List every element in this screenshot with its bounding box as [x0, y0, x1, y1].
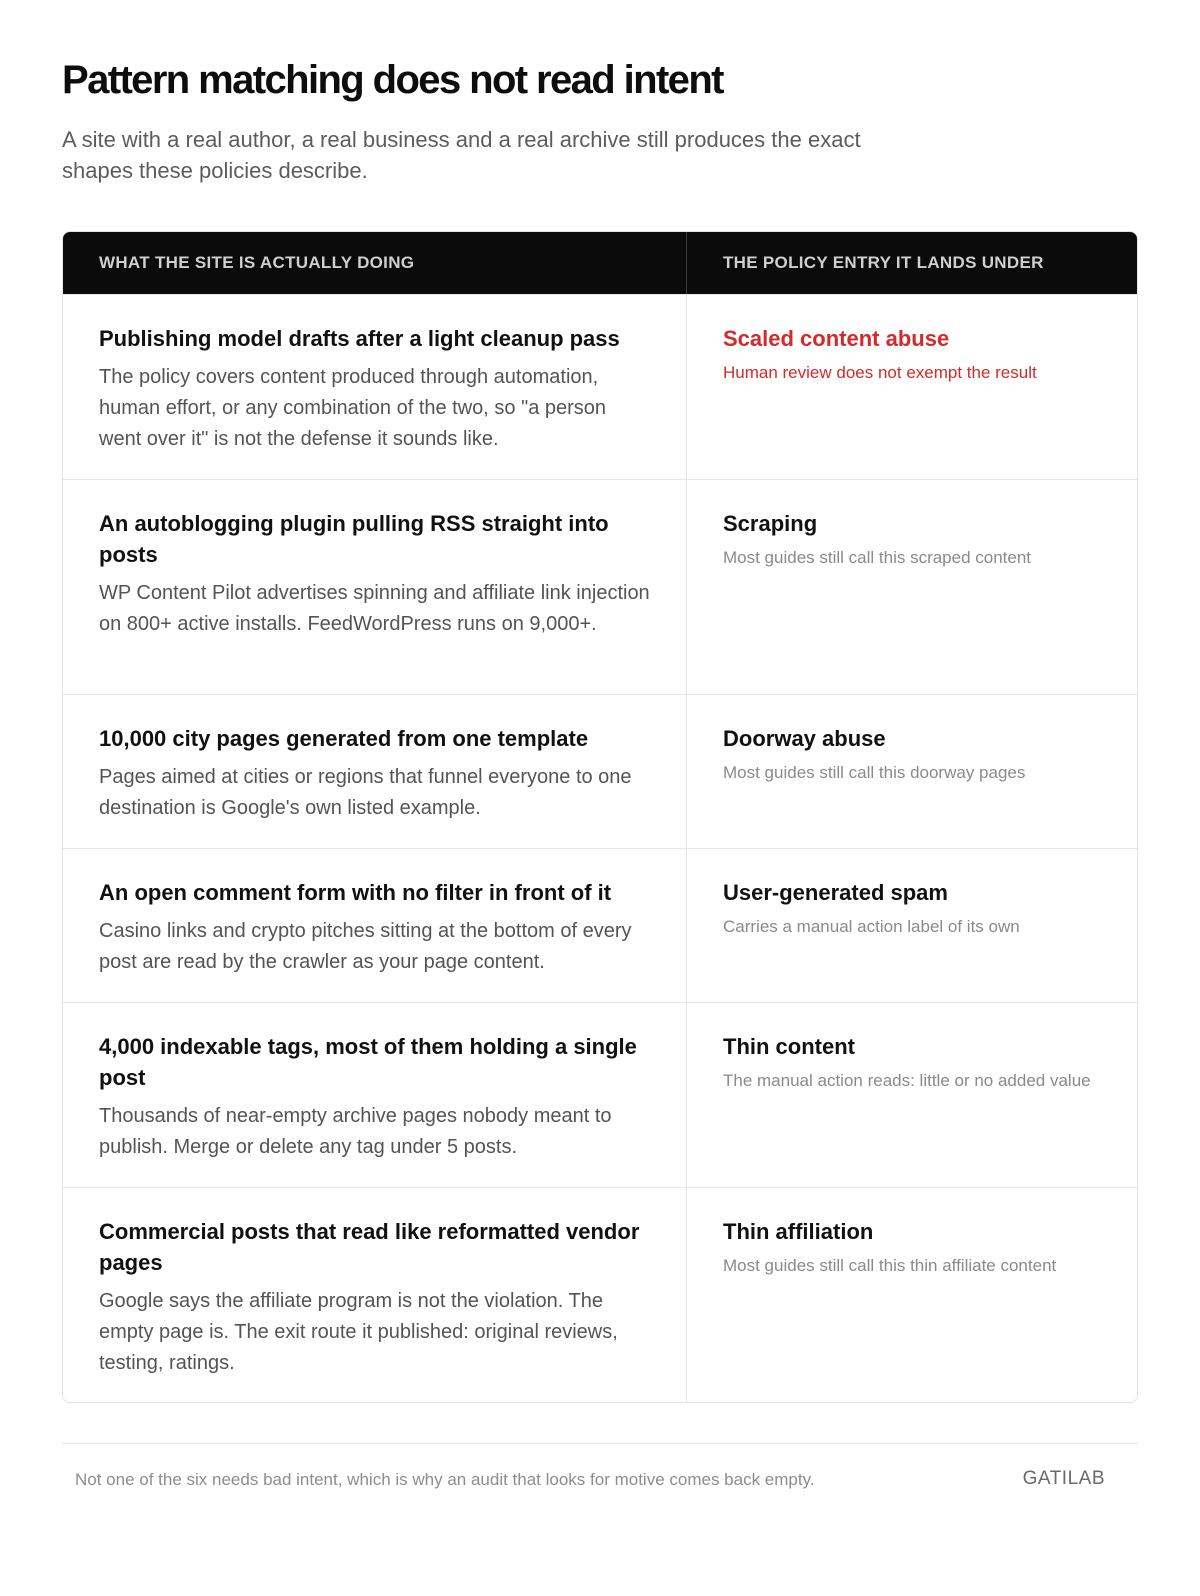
table-row [63, 694, 1137, 848]
page-subtitle: A site with a real author, a real business and a real archive still produces the exact shapes these policies describe. [62, 127, 861, 183]
activity-description: Pages aimed at cities or regions that funnel everyone to one destination is Google's own listed example. [99, 766, 632, 819]
activity-heading: 10,000 city pages generated from one template [99, 726, 589, 751]
activity-heading: 4,000 indexable tags, most of them holding a single post [99, 1034, 637, 1090]
policy-note: Most guides still call this doorway pages [723, 763, 1026, 782]
policy-name: User-generated spam [723, 880, 948, 905]
policy-note: The manual action reads: little or no added value [723, 1071, 1091, 1090]
activity-cell [63, 1188, 687, 1402]
policy-table [62, 231, 1138, 1403]
activity-description: WP Content Pilot advertises spinning and affiliate link injection on 800+ active installs. FeedWordPress runs on 9,000+. [99, 582, 650, 635]
activity-description: Google says the affiliate program is not the violation. The empty page is. The exit route it published: original reviews, testing, ratings. [99, 1290, 618, 1374]
footer-note: Not one of the six needs bad intent, which is why an audit that looks for motive comes back empty. [75, 1470, 815, 1489]
policy-cell [687, 695, 1137, 848]
activity-cell [63, 480, 687, 694]
table-row [63, 294, 1137, 479]
activity-description: Thousands of near-empty archive pages nobody meant to publish. Merge or delete any tag under 5 posts. [99, 1105, 612, 1158]
policy-name: Scraping [723, 511, 818, 536]
brand-wordmark: GATILAB [1022, 1468, 1105, 1489]
activity-description: Casino links and crypto pitches sitting at the bottom of every post are read by the crawler as your page content. [99, 920, 632, 973]
policy-name: Scaled content abuse [723, 326, 950, 351]
activity-cell [63, 1003, 687, 1187]
policy-note: Carries a manual action label of its own [723, 917, 1020, 936]
policy-name: Thin content [723, 1034, 855, 1059]
activity-cell [63, 695, 687, 848]
activity-cell [63, 295, 687, 479]
policy-cell [687, 480, 1137, 694]
column-header-policy-entry: THE POLICY ENTRY IT LANDS UNDER [723, 253, 1044, 272]
table-row [63, 1187, 1137, 1402]
activity-heading: An open comment form with no filter in front of it [99, 880, 612, 905]
table-row [63, 479, 1137, 694]
page-title: Pattern matching does not read intent [62, 58, 723, 102]
activity-heading: Commercial posts that read like reformatted vendor pages [99, 1219, 640, 1275]
activity-description: The policy covers content produced through automation, human effort, or any combination of the two, so "a person went over it" is not the defense it sounds like. [99, 366, 607, 450]
table-header [63, 232, 1137, 294]
policy-cell [687, 1003, 1137, 1187]
policy-name: Doorway abuse [723, 726, 886, 751]
policy-cell [687, 849, 1137, 1002]
policy-name: Thin affiliation [723, 1219, 874, 1244]
policy-note: Most guides still call this scraped content [723, 548, 1032, 567]
table-row [63, 1002, 1137, 1187]
table-row [63, 848, 1137, 1002]
policy-cell [687, 295, 1137, 479]
footer-divider [62, 1443, 1138, 1444]
policy-note: Human review does not exempt the result [723, 363, 1037, 382]
activity-heading: Publishing model drafts after a light cleanup pass [99, 326, 620, 351]
policy-cell [687, 1188, 1137, 1402]
policy-note: Most guides still call this thin affiliate content [723, 1256, 1057, 1275]
column-header-site-activity: WHAT THE SITE IS ACTUALLY DOING [63, 232, 687, 294]
activity-heading: An autoblogging plugin pulling RSS straight into posts [99, 511, 609, 567]
activity-cell [63, 849, 687, 1002]
